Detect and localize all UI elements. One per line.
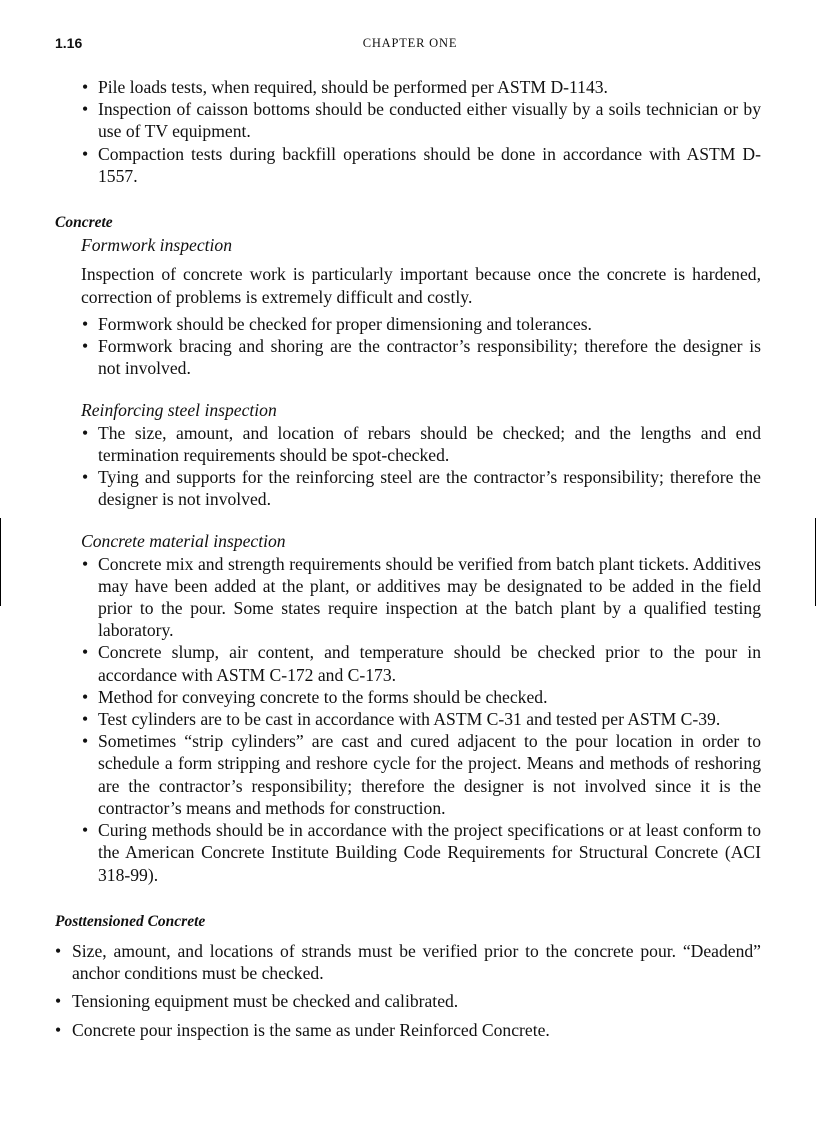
list-item: • Test cylinders are to be cast in accordance with ASTM C-31 and tested per ASTM C-39. xyxy=(82,709,721,730)
list-item: • Size, amount, and locations of strands must be verified prior to the concrete pour. “Deadend” anchor conditions must be checked. xyxy=(55,940,761,984)
bullet-icon: • xyxy=(82,336,89,357)
bullet-icon: • xyxy=(82,143,89,164)
subheading-formwork: Formwork inspection xyxy=(81,235,232,256)
list-item: • Concrete pour inspection is the same as under Reinforced Concrete. xyxy=(55,1019,550,1040)
list-item: • Compaction tests during backfill operations should be done in accordance with ASTM D-1557. xyxy=(82,143,761,186)
bullet-icon: • xyxy=(82,77,89,97)
bullet-icon: • xyxy=(82,99,89,120)
list-item: • Formwork should be checked for proper dimensioning and tolerances. xyxy=(82,313,592,334)
paragraph-formwork-intro: Inspection of concrete work is particularly important because once the concrete is hardened, correction of problems is extremely difficult and costly. xyxy=(81,264,761,307)
list-item: • The size, amount, and location of rebars should be checked; and the lengths and end termination requirements should be spot-checked. xyxy=(82,422,761,465)
page-number: 1.16 xyxy=(55,35,83,51)
section-heading-posttensioned: Posttensioned Concrete xyxy=(55,912,206,930)
bullet-icon: • xyxy=(82,820,89,841)
bullet-icon: • xyxy=(55,940,62,961)
bullet-icon: • xyxy=(82,642,89,663)
list-item: • Curing methods should be in accordance with the project specifications or at least conform to the American Concrete Institute Building Code Requirements for Structural Concrete (ACI 318-99). xyxy=(82,820,761,885)
posttensioned-bullet-list xyxy=(55,940,761,1041)
bullet-icon: • xyxy=(55,991,62,1012)
material-bullet-list xyxy=(55,553,761,886)
bullet-icon: • xyxy=(82,709,89,730)
bullet-icon: • xyxy=(82,731,89,752)
list-item: • Tensioning equipment must be checked and calibrated. xyxy=(55,991,459,1012)
reinforcing-bullet-list xyxy=(55,422,761,511)
bullet-icon: • xyxy=(82,313,89,334)
section-heading-concrete: Concrete xyxy=(55,214,113,232)
list-item: • Sometimes “strip cylinders” are cast and cured adjacent to the pour location in order to schedule a form stripping and reshore cycle for the project. Means and methods of reshoring are the contractor’s responsibility; therefore the designer is not involved since it is the contractor’s means and methods for construction. xyxy=(82,731,761,818)
list-item: • Pile loads tests, when required, should be performed per ASTM D-1143. xyxy=(82,77,608,97)
list-item: • Formwork bracing and shoring are the contractor’s responsibility; therefore the designer is not involved. xyxy=(82,336,761,379)
left-edge-mark xyxy=(0,518,1,606)
subheading-concrete-material: Concrete material inspection xyxy=(81,531,286,552)
bullet-icon: • xyxy=(55,1019,62,1040)
intro-bullet-list xyxy=(55,76,761,187)
list-item: • Concrete mix and strength requirements should be verified from batch plant tickets. Additives may have been added at the plant, or additives may be designated to be added in the field prior to the pour. Some states require inspection at the batch plant by a qualified testing laboratory. xyxy=(82,553,761,641)
bullet-icon: • xyxy=(82,686,89,707)
list-item: • Inspection of caisson bottoms should be conducted either visually by a soils technician or by use of TV equipment. xyxy=(82,99,761,142)
chapter-title: CHAPTER ONE xyxy=(362,36,458,50)
list-item: • Tying and supports for the reinforcing steel are the contractor’s responsibility; therefore the designer is not involved. xyxy=(82,467,761,510)
formwork-bullet-list xyxy=(55,313,761,380)
bullet-icon: • xyxy=(82,553,89,574)
running-header xyxy=(55,35,761,55)
body-text xyxy=(55,76,761,1041)
list-item: • Method for conveying concrete to the forms should be checked. xyxy=(82,686,548,707)
subheading-reinforcing: Reinforcing steel inspection xyxy=(81,400,277,421)
list-item: • Concrete slump, air content, and temperature should be checked prior to the pour in accordance with ASTM C-172 and C-173. xyxy=(82,642,761,685)
bullet-icon: • xyxy=(82,422,89,443)
bullet-icon: • xyxy=(82,467,89,488)
